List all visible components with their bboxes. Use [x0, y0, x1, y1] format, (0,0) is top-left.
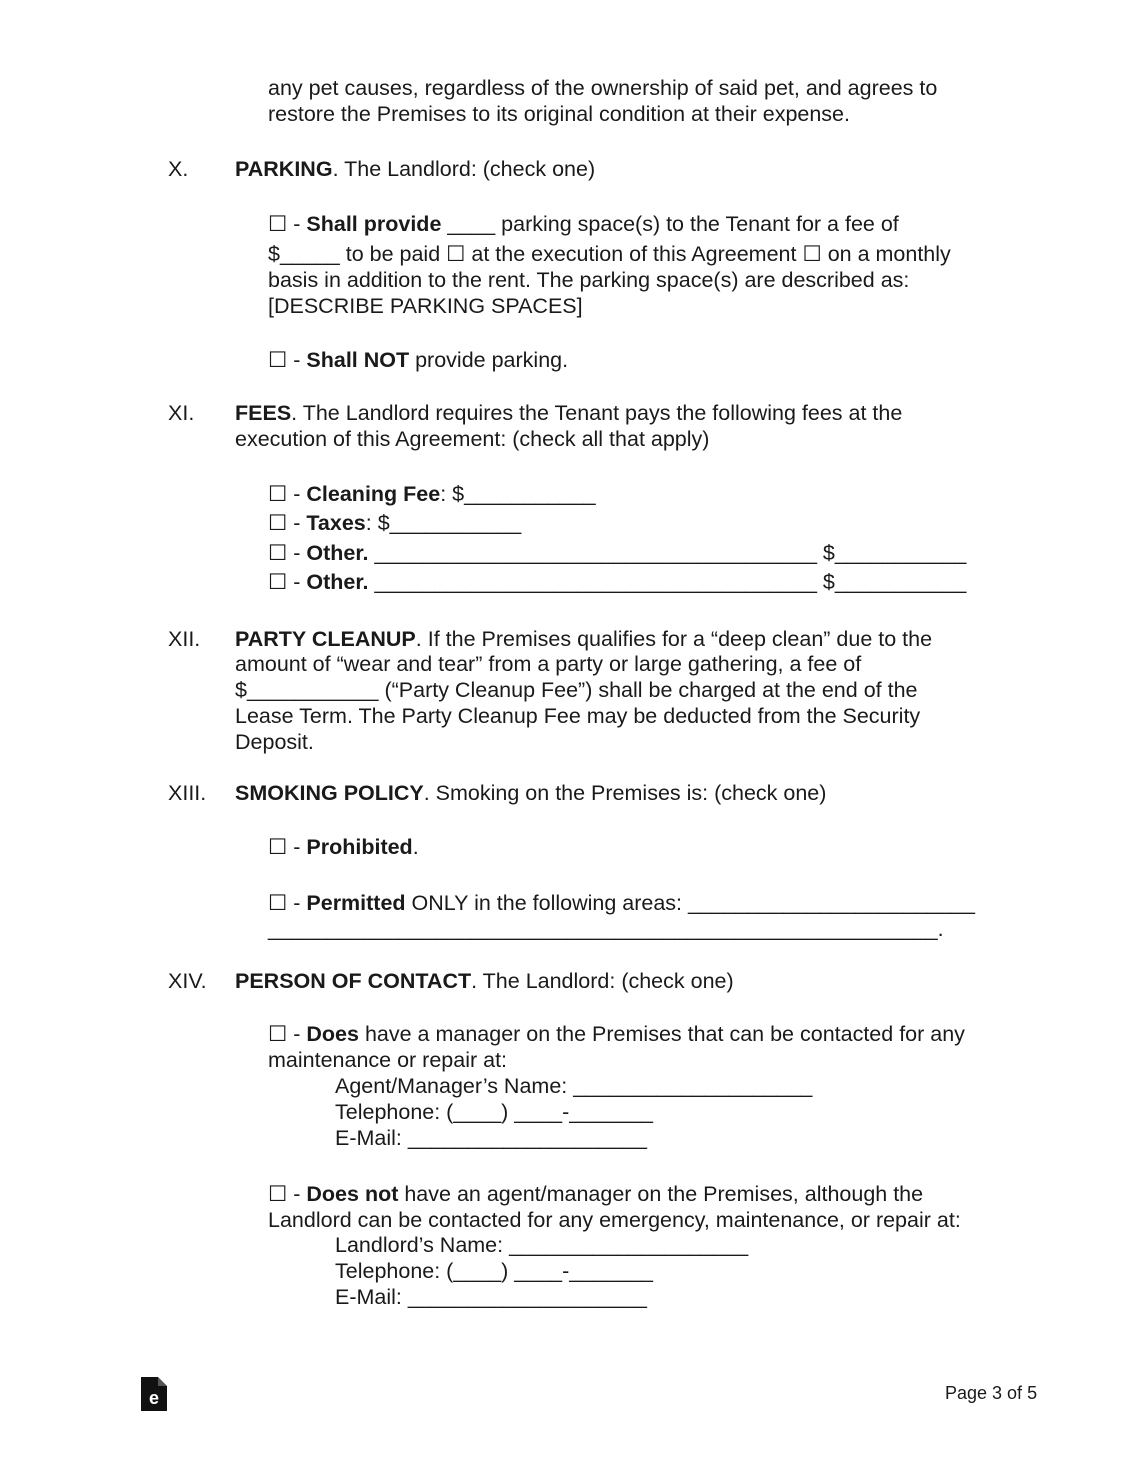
- eforms-logo-icon: [141, 1377, 167, 1411]
- checkbox-icon[interactable]: ☐ -: [268, 1182, 307, 1206]
- section-number-party: XII.: [168, 627, 201, 651]
- section-heading-fees: FEES. The Landlord requires the Tenant pays the following fees at the: [235, 401, 903, 425]
- checkbox-icon[interactable]: ☐ -: [268, 541, 307, 565]
- smoking-option-prohibited[interactable]: ☐ - Prohibited.: [268, 835, 419, 859]
- fee-item-other-1[interactable]: ☐ - Other. _____________________________________ $___________: [268, 541, 967, 565]
- checkbox-icon[interactable]: ☐ -: [268, 212, 307, 236]
- landlord-name-field: Landlord’s Name: ____________________: [335, 1233, 749, 1257]
- landlord-email-field: E-Mail: ____________________: [335, 1285, 648, 1309]
- intro-line-2: restore the Premises to its original condition at their expense.: [268, 102, 850, 126]
- parking-option-not-provide[interactable]: ☐ - Shall NOT provide parking.: [268, 348, 569, 372]
- fee-item-other-2[interactable]: ☐ - Other. _____________________________________ $___________: [268, 570, 967, 594]
- checkbox-icon[interactable]: ☐ -: [268, 1022, 307, 1046]
- section-number-parking: X.: [168, 157, 189, 181]
- smoking-option-permitted[interactable]: ☐ - Permitted ONLY in the following areas: ________________________: [268, 891, 975, 915]
- section-title-contact: PERSON OF CONTACT: [235, 969, 472, 993]
- section-title-parking: PARKING: [235, 157, 333, 181]
- fee-item-taxes[interactable]: ☐ - Taxes: $___________: [268, 511, 522, 535]
- contact-option-does-not[interactable]: ☐ - Does not have an agent/manager on the Premises, although the: [268, 1182, 924, 1206]
- checkbox-icon[interactable]: ☐ -: [268, 482, 307, 506]
- parking-option-provide-line-4: [DESCRIBE PARKING SPACES]: [268, 294, 583, 318]
- section-heading-fees-line-2: execution of this Agreement: (check all that apply): [235, 427, 710, 451]
- page-number: Page 3 of 5: [945, 1383, 1038, 1403]
- intro-line-1: any pet causes, regardless of the ownership of said pet, and agrees to: [268, 76, 938, 100]
- party-line-3: $___________ (“Party Cleanup Fee”) shall be charged at the end of the: [235, 678, 918, 702]
- smoking-option-permitted-line-2: ________________________________________________________.: [268, 917, 944, 941]
- parking-option-provide[interactable]: ☐ - Shall provide ____ parking space(s) to the Tenant for a fee of: [268, 212, 899, 236]
- section-heading-party: PARTY CLEANUP. If the Premises qualifies for a “deep clean” due to the: [235, 627, 933, 651]
- svg-text:e: e: [148, 1388, 160, 1408]
- section-number-fees: XI.: [168, 401, 195, 425]
- section-heading-contact: PERSON OF CONTACT. The Landlord: (check one): [235, 969, 734, 993]
- section-title-party: PARTY CLEANUP: [235, 627, 416, 651]
- contact-option-does-line-2: maintenance or repair at:: [268, 1048, 508, 1072]
- contact-option-does[interactable]: ☐ - Does have a manager on the Premises that can be contacted for any: [268, 1022, 965, 1046]
- section-heading-smoking: SMOKING POLICY. Smoking on the Premises is: (check one): [235, 781, 827, 805]
- fee-item-cleaning[interactable]: ☐ - Cleaning Fee: $___________: [268, 482, 596, 506]
- party-line-4: Lease Term. The Party Cleanup Fee may be deducted from the Security: [235, 704, 921, 728]
- parking-option-provide-line-3: basis in addition to the rent. The parking space(s) are described as:: [268, 268, 910, 292]
- checkbox-icon[interactable]: ☐ -: [268, 570, 307, 594]
- checkbox-icon[interactable]: ☐ -: [268, 891, 307, 915]
- section-heading-parking: PARKING. The Landlord: (check one): [235, 157, 596, 181]
- section-title-smoking: SMOKING POLICY: [235, 781, 424, 805]
- party-line-5: Deposit.: [235, 730, 314, 754]
- party-line-2: amount of “wear and tear” from a party or large gathering, a fee of: [235, 652, 862, 676]
- checkbox-icon[interactable]: ☐ -: [268, 348, 307, 372]
- checkbox-icon[interactable]: ☐ -: [268, 511, 307, 535]
- landlord-telephone-field: Telephone: (____) ____-_______: [335, 1259, 653, 1283]
- contact-option-does-not-line-2: Landlord can be contacted for any emergency, maintenance, or repair at:: [268, 1208, 961, 1232]
- checkbox-icon[interactable]: ☐ -: [268, 835, 307, 859]
- section-number-smoking: XIII.: [168, 781, 207, 805]
- section-number-contact: XIV.: [168, 969, 207, 993]
- section-title-fees: FEES: [235, 401, 292, 425]
- agent-email-field: E-Mail: ____________________: [335, 1126, 648, 1150]
- agent-telephone-field: Telephone: (____) ____-_______: [335, 1100, 653, 1124]
- parking-option-provide-line-2: $_____ to be paid ☐ at the execution of this Agreement ☐ on a monthly: [268, 242, 951, 266]
- agent-manager-name-field: Agent/Manager’s Name: ____________________: [335, 1074, 813, 1098]
